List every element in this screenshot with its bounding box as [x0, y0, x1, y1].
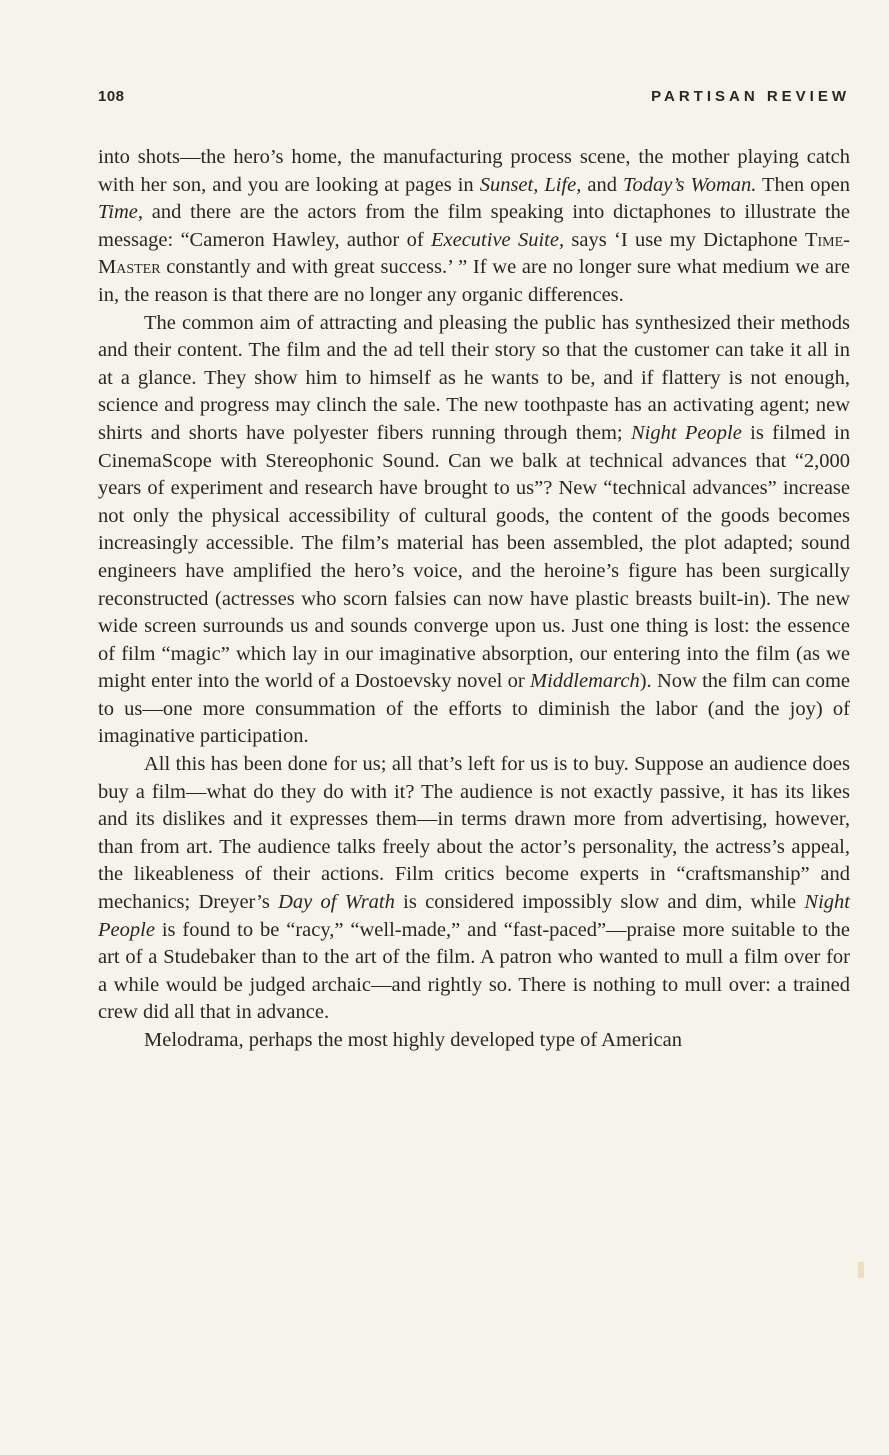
- italic-title: Night People: [630, 421, 742, 444]
- paragraph: [98, 751, 850, 1027]
- page: [98, 88, 850, 1055]
- text-run: into shots—the hero’s home, the manufacturing process scene, the mother playing catch with her son, and you are looking at pages in: [98, 146, 850, 196]
- italic-title: Day of Wrath: [278, 891, 395, 914]
- page-number: 108: [98, 88, 125, 105]
- paragraph: [98, 144, 850, 310]
- text-run: The common aim of attracting and pleasing the public has synthesized their methods and their content. The film and the ad tell their story so that the customer can take it all in at a glance. They show him to himself as he wants to be, and if flattery is not enough, science and progress may clinch the sale. The new toothpaste has an activating agent; new shirts and shorts have polyester fibers running through them;: [98, 311, 850, 444]
- text-run: and there are the actors from the film speaking into dictaphones to illustrate the message: “Cameron Hawley, author of: [98, 201, 850, 251]
- italic-title: Executive Suite,: [430, 228, 565, 251]
- margin-stain: [858, 1262, 864, 1278]
- text-run: says ‘I use my Dictaphone: [564, 228, 805, 251]
- journal-title: PARTISAN REVIEW: [651, 88, 850, 105]
- small-caps-text: Time-Master: [98, 228, 850, 279]
- text-run: constantly and with great success.’ ” If we are no longer sure what medium we are in, the reason is that there are no longer any organic differences.: [98, 256, 850, 306]
- italic-title: Middlemarch: [530, 670, 640, 693]
- italic-title: Today’s Woman.: [622, 173, 757, 196]
- text-run: All this has been done for us; all that’s left for us is to buy. Suppose an audience does buy a film—what do they do with it? The audience is not exactly passive, it has its likes and its dislikes and it expresses them—in terms drawn more from advertising, however, than from art. The audience talks freely about the actor’s personality, the actress’s appeal, the likeableness of their actions. Film critics become experts in “craftsmanship” and mechanics; Dreyer’s: [98, 753, 850, 914]
- text-run: is filmed in CinemaScope with Stereophonic Sound. Can we balk at technical advances that “2,000 years of experiment and research have brought to us”? New “technical advances” increase not only the physical accessibility of cultural goods, the content of the goods becomes increasingly accessible. The film’s material has been assembled, the plot adapted; sound engineers have amplified the hero’s voice, and the heroine’s figure has been surgically reconstructed (actresses who scorn falsies can now have plastic breasts built-in). The new wide screen surrounds us and sounds converge upon us. Just one thing is lost: the essence of film “magic” which lay in our imaginative absorption, our entering into the film (as we might enter into the world of a Dostoevsky novel or: [98, 421, 850, 693]
- text-run: is considered impossibly slow and dim, while: [394, 891, 805, 914]
- text-run: is found to be “racy,” “well-made,” and “fast-paced”—praise more suitable to the art of a Studebaker than to the art of the film. A patron who wanted to mull a film over for a while would be judged archaic—and rightly so. There is nothing to mull over: a trained crew did all that in advance.: [98, 918, 850, 1024]
- text-run: and: [581, 173, 623, 196]
- paragraph: [98, 1027, 850, 1055]
- body-text: [98, 144, 850, 1055]
- text-run: Melodrama, perhaps the most highly developed type of American: [144, 1029, 682, 1051]
- text-run: ). Now the film can come to us—one more consummation of the efforts to diminish the labor (and the joy) of imaginative participation.: [98, 670, 851, 748]
- text-run: Then open: [756, 173, 850, 196]
- running-header: [98, 88, 850, 114]
- paragraph: [98, 310, 850, 752]
- italic-title: Time,: [98, 201, 143, 224]
- italic-title: Night People: [98, 891, 850, 941]
- italic-title: Sunset, Life,: [479, 173, 582, 196]
